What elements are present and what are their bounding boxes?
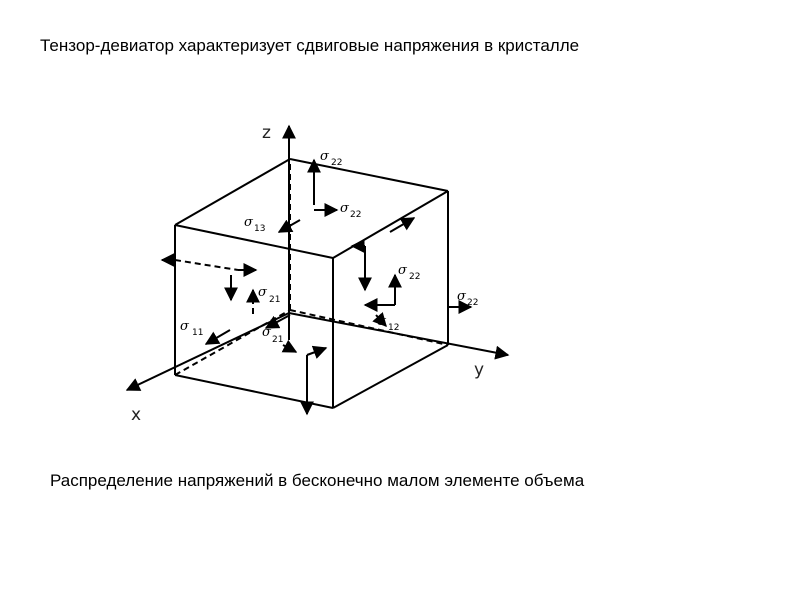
svg-text:22: 22 [467, 298, 479, 308]
svg-text:13: 13 [254, 224, 266, 234]
svg-text:σ: σ [398, 263, 407, 278]
svg-text:σ: σ [320, 149, 329, 164]
slide-title: Тензор-девиатор характеризует сдвиговые напряжения в кристалле [40, 36, 580, 55]
stress-label [457, 289, 478, 308]
slide-caption: Распределение напряжений в бесконечно малом элементе объема [50, 471, 585, 490]
y-axis-label: y [474, 360, 485, 380]
svg-text:22: 22 [350, 210, 362, 220]
svg-text:σ: σ [457, 289, 466, 304]
stress-label [340, 201, 361, 220]
cube [175, 159, 448, 408]
svg-text:σ: σ [180, 319, 189, 334]
stress-label [244, 215, 265, 234]
stress-label [262, 325, 283, 345]
svg-text:σ: σ [244, 215, 253, 230]
svg-text:11: 11 [192, 328, 204, 338]
stress-label [398, 263, 420, 282]
svg-text:σ: σ [377, 314, 386, 329]
stress-label [258, 285, 280, 305]
svg-text:12: 12 [388, 323, 400, 333]
svg-text:21: 21 [272, 335, 284, 345]
svg-text:22: 22 [409, 272, 421, 282]
svg-text:21: 21 [269, 295, 281, 305]
svg-text:σ: σ [340, 201, 349, 216]
stress-arrows [162, 160, 471, 414]
x-axis-label: x [131, 405, 142, 425]
svg-text:22: 22 [331, 158, 343, 168]
z-axis-label: z [262, 123, 271, 143]
svg-text:σ: σ [258, 285, 267, 300]
stress-label [180, 319, 203, 338]
svg-text:σ: σ [262, 325, 271, 340]
